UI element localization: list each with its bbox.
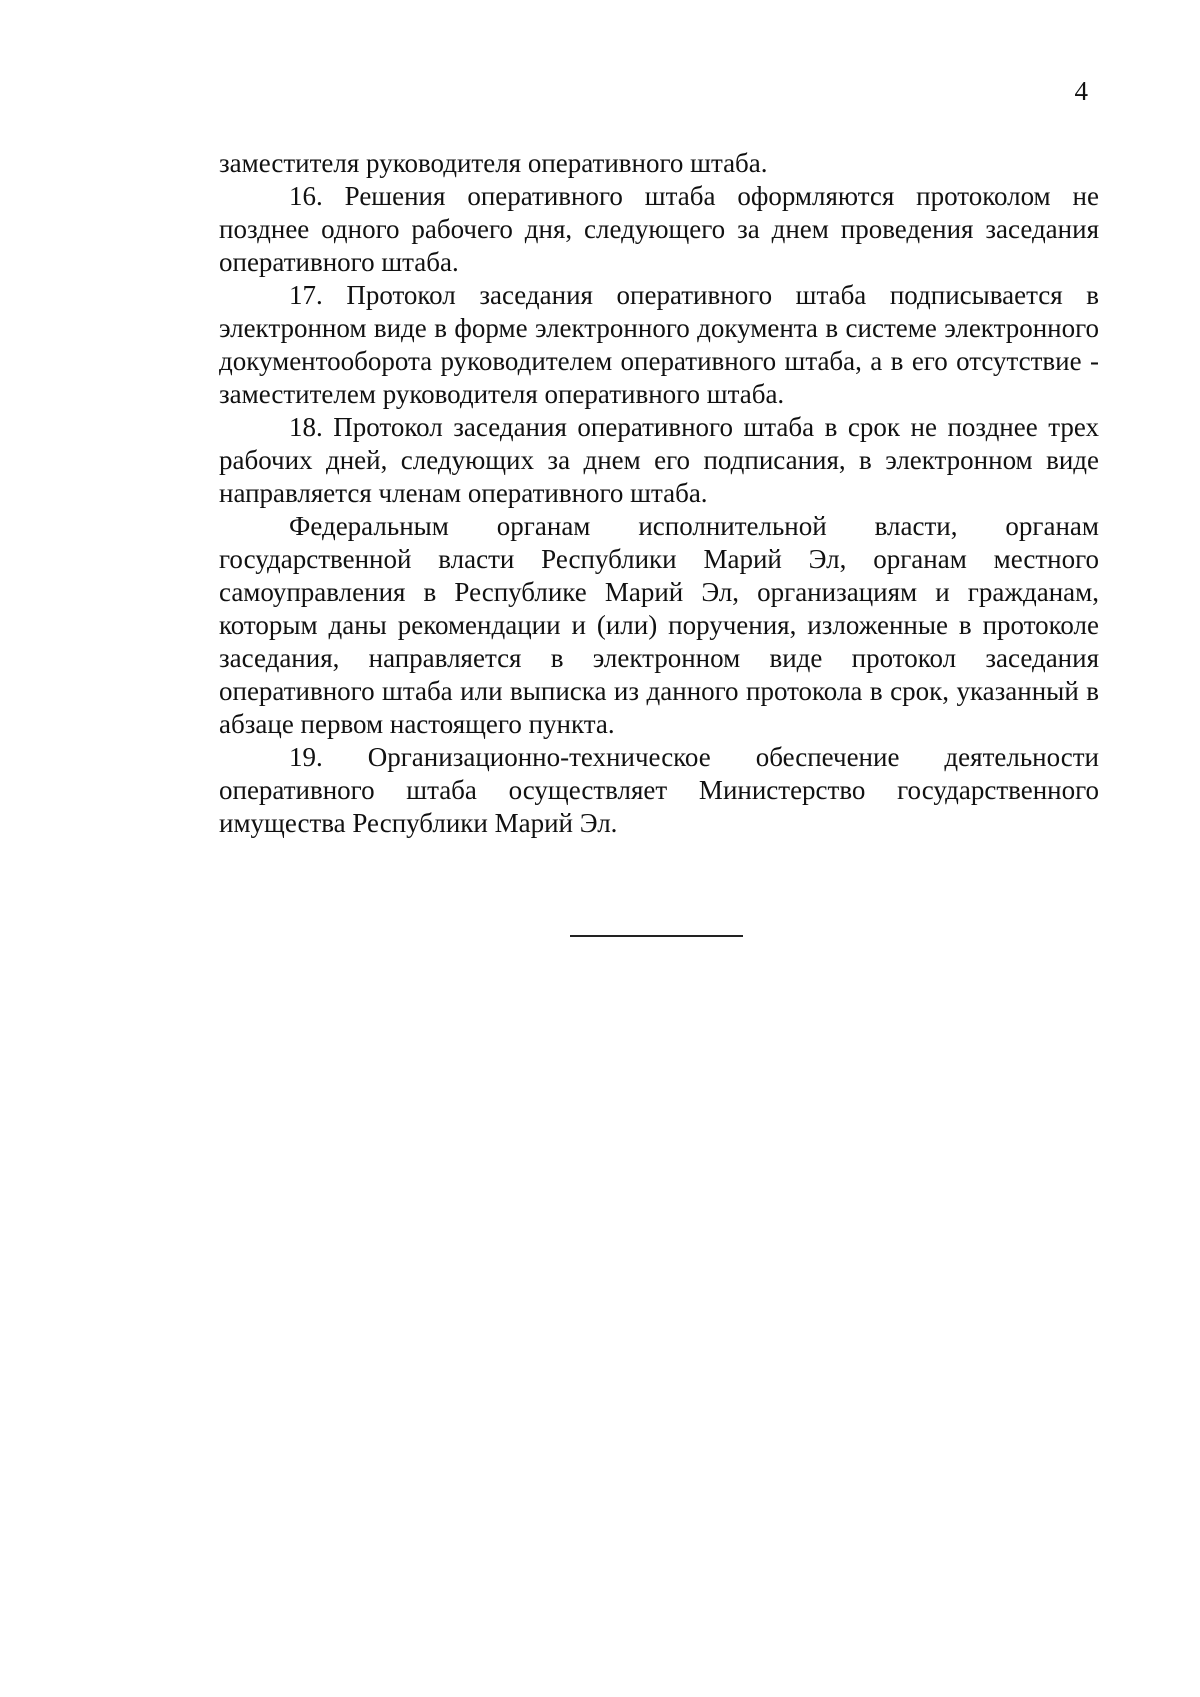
paragraph-item-16: 16. Решения оперативного штаба оформляются протоколом не позднее одного рабочего дня, следующего за днем проведения заседания оперативного штаба. (219, 181, 1099, 277)
page-number: 4 (1074, 76, 1088, 106)
end-of-document-rule (570, 935, 743, 937)
paragraph-item-18-second: Федеральным органам исполнительной власти, органам государственной власти Республики Марий Эл, органам местного самоуправления в Республике Марий Эл, организациям и гражданам, которым даны рекомендации и (или) поручения, изложенные в протоколе заседания, направляется в электронном виде протокол заседания оперативного штаба или выписка из данного протокола в срок, указанный в абзаце первом настоящего пункта. (219, 511, 1099, 739)
document-body (219, 147, 1099, 840)
paragraph-continuation: заместителя руководителя оперативного штаба. (219, 148, 768, 178)
paragraph-item-18: 18. Протокол заседания оперативного штаба в срок не позднее трех рабочих дней, следующих за днем его подписания, в электронном виде направляется членам оперативного штаба. (219, 412, 1099, 508)
paragraph-item-19: 19. Организационно-техническое обеспечение деятельности оперативного штаба осуществляет Министерство государственного имущества Республики Марий Эл. (219, 742, 1099, 838)
paragraph-item-17: 17. Протокол заседания оперативного штаба подписывается в электронном виде в форме электронного документа в системе электронного документооборота руководителем оперативного штаба, а в его отсутствие - заместителем руководителя оперативного штаба. (219, 280, 1099, 409)
